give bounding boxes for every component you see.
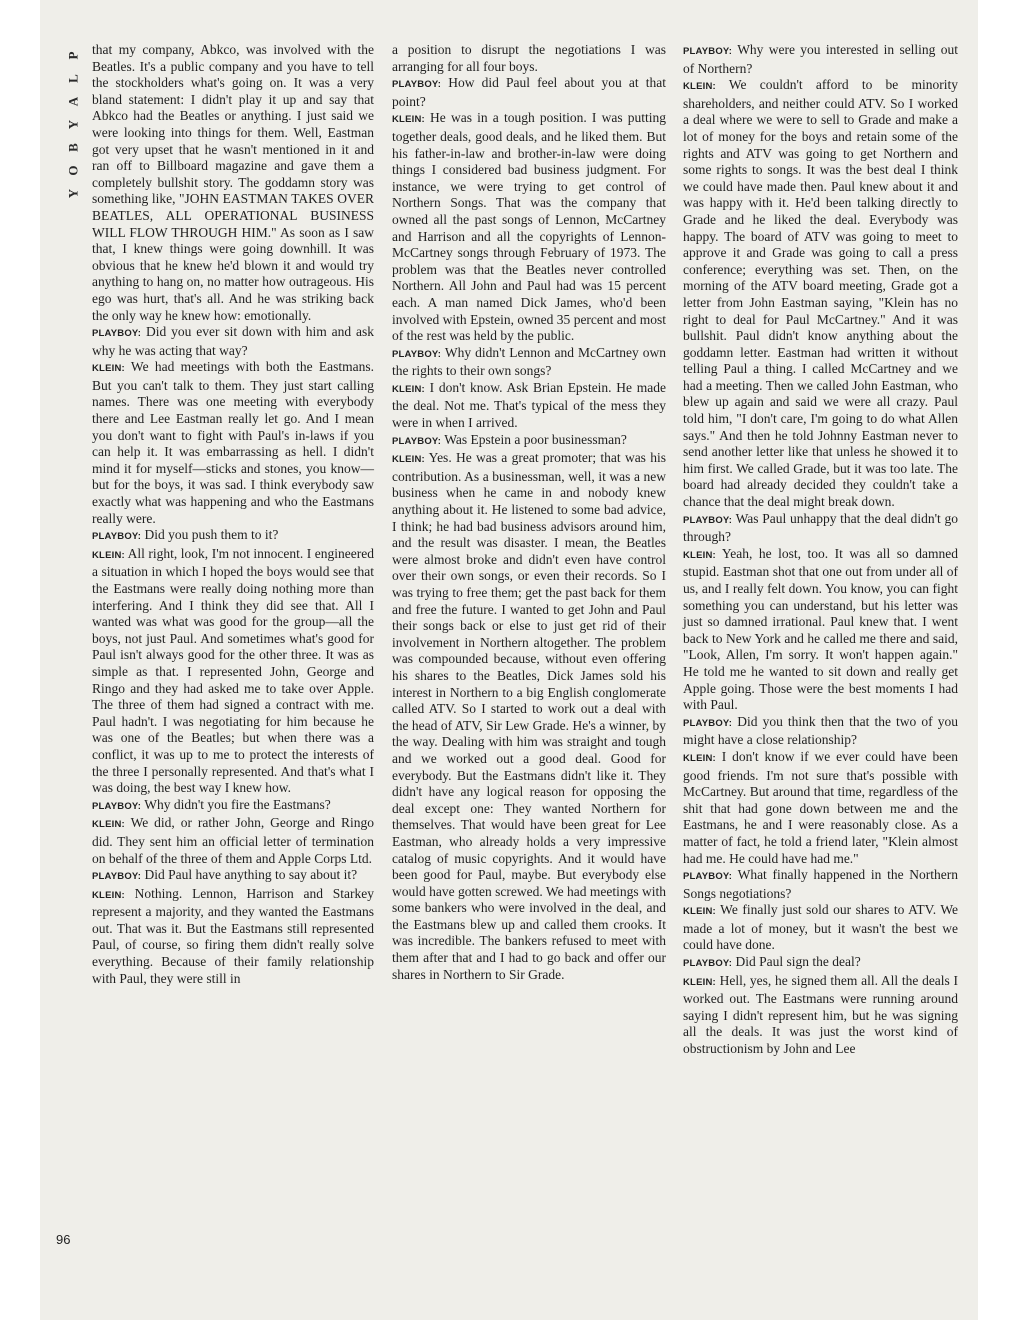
masthead-letter: Y (65, 119, 81, 130)
speaker-label: PLAYBOY: (683, 46, 733, 57)
interview-paragraph (392, 345, 666, 380)
paragraph-text: Was Paul unhappy that the deal didn't go through? (683, 510, 958, 545)
magazine-page (40, 0, 978, 1320)
speaker-label: KLEIN: (683, 549, 716, 561)
speaker-label: KLEIN: (683, 976, 716, 988)
interview-paragraph (683, 42, 958, 77)
speaker-label: PLAYBOY: (92, 328, 142, 340)
masthead-letter: L (65, 74, 81, 83)
paragraph-text: He was in a tough position. I was putting together deals, good deals, and he liked them. But his father-in-law and brother-in-law were doing things I considered bad business judgment. For instance, we were trying to get control of Northern Songs. That was the company that owned all the past songs of Lennon, McCartney and Harrison and all the copyrights of Lennon-McCartney songs through February of 1973. The problem was that the Beatles never controlled Northern. All John and Paul had was 15 percent each. A man named Dick James, who'd been involved with Epstein, owned 35 percent and most of the rest was held by the public. (392, 110, 666, 344)
text-column-1 (92, 42, 374, 987)
paragraph-text: We did, or rather John, George and Ringo did. They sent him an official letter of termination on behalf of the three of them and Apple Corps Ltd. (92, 815, 374, 866)
paragraph-text: Hell, yes, he signed them all. All the deals I worked out. The Eastmans were running around saying I didn't represent him, but he was signing all the deals. It was just the worst kind of obstructionism by John and Lee (683, 972, 959, 1057)
paragraph-text: Why were you interested in selling out of Northern? (683, 42, 958, 76)
interview-paragraph (392, 432, 666, 451)
speaker-label: KLEIN: (683, 906, 716, 918)
speaker-label: PLAYBOY: (92, 871, 142, 883)
paragraph-text: I don't know. Ask Brian Epstein. He made the deal. Not me. That's typical of the mess they were in when I arrived. (392, 379, 666, 431)
masthead-letter: Y (65, 188, 81, 199)
interview-paragraph (683, 902, 958, 954)
masthead-letter: B (65, 143, 81, 152)
interview-paragraph (683, 546, 958, 714)
speaker-label: PLAYBOY: (92, 800, 142, 812)
masthead-letter: A (65, 96, 81, 107)
paragraph-text: Why didn't Lennon and McCartney own the rights to their own songs? (392, 344, 666, 379)
speaker-label: PLAYBOY: (683, 958, 733, 970)
paragraph-text: Did you ever sit down with him and ask why he was acting that way? (92, 324, 375, 358)
speaker-label: KLEIN: (92, 549, 125, 561)
paragraph-text: We finally just sold our shares to ATV. We made a lot of money, but it wasn't the best we could have done. (683, 902, 958, 953)
masthead-letter: P (65, 51, 81, 60)
interview-paragraph (92, 527, 374, 546)
interview-paragraph (683, 954, 958, 973)
interview-paragraph (392, 42, 666, 75)
paragraph-text: We had meetings with both the Eastmans. But you can't talk to them. They just start calling names. There was one meeting with everybody there and Lee Eastman really let go. And I mean you don't want to fight with Paul's in-laws if you can help it. It was embarrassing as hell. I didn't mind it for myself—sticks and stones, you know—but for the boys, it was sad. I think everybody saw exactly what was happening and who the Eastmans really were. (92, 359, 374, 526)
interview-paragraph (92, 42, 374, 324)
paragraph-text: Did Paul sign the deal? (735, 954, 861, 970)
paragraph-text: Yeah, he lost, too. It was all so damned stupid. Eastman shot that one out from under all of us, and I really felt down. You know, you can fight something you can understand, but his letter was just so damned irrational. Paul knew that. I went back to New York and he called me there and said, "Look, Allen, I'm sorry. It won't happen again." He told me he wanted to sit down and really get Apple going. Those were the best moments I had with Paul. (683, 545, 959, 713)
text-column-2 (392, 42, 666, 983)
paragraph-text: Why didn't you fire the Eastmans? (144, 796, 331, 812)
page-number: 96 (56, 1232, 71, 1247)
speaker-label: KLEIN: (92, 889, 125, 901)
paragraph-text: Did Paul have anything to say about it? (144, 867, 358, 883)
interview-paragraph (92, 359, 374, 527)
interview-paragraph (683, 973, 958, 1058)
interview-paragraph (683, 511, 958, 546)
speaker-label: KLEIN: (392, 454, 425, 466)
speaker-label: PLAYBOY: (392, 348, 442, 360)
interview-paragraph (683, 77, 958, 510)
interview-paragraph (683, 714, 958, 749)
interview-paragraph (92, 867, 374, 886)
paragraph-text: We couldn't afford to be minority shareholders, and neither could ATV. So I worked a deal where we were to sell to Grade and make a lot of money for the boys and retain some of the rights and ATV was going to get Northern and some rights to songs. It was the best deal I think we could have made then. Paul knew about it and was happy with it. He'd been talking directly to Grade and he liked the deal. Everybody was happy. The board of ATV was going to meet to approve it and Grade was going to call a press conference; everything was set. Then, on the morning of the ATV board meeting, Grade got a letter from John Eastman saying, "Klein has no right to deal for Paul McCartney." And it was bullshit. Paul didn't know anything about the goddamn letter. Eastman had written it without telling Paul a thing. I called McCartney and we had a meeting. Then we called John Eastman, who blew up again and said we were all crazy. Paul told him, "I don't care, I'm going to do what Allen says." And then he told Johnny Eastman never to send another letter like that unless he showed it to him first. We called Grade, but it was too late. The board had already decided they couldn't take a chance that the deal might break down. (683, 77, 958, 510)
speaker-label: KLEIN: (683, 81, 716, 93)
paragraph-text: What finally happened in the Northern Songs negotiations? (683, 867, 958, 901)
paragraph-text: Nothing. Lennon, Harrison and Starkey represent a majority, and they wanted the Eastmans out. That was it. But the Eastmans still represented Paul, of course, so firing them didn't really solve everything. Because of their family relationship with Paul, they were still in (92, 885, 374, 986)
text-column-3 (683, 42, 958, 1058)
speaker-label: KLEIN: (92, 819, 125, 831)
interview-paragraph (92, 886, 374, 988)
speaker-label: KLEIN: (392, 383, 425, 395)
paragraph-text: a position to disrupt the negotiations I was arranging for all four boys. (392, 42, 666, 74)
interview-paragraph (683, 749, 958, 867)
speaker-label: KLEIN: (683, 752, 716, 764)
interview-paragraph (92, 546, 374, 797)
interview-paragraph (92, 324, 374, 359)
interview-paragraph (392, 450, 666, 983)
interview-paragraph (392, 75, 666, 110)
speaker-label: PLAYBOY: (683, 514, 733, 526)
speaker-label: KLEIN: (392, 114, 425, 126)
speaker-label: KLEIN: (92, 363, 125, 375)
speaker-label: PLAYBOY: (683, 717, 733, 729)
paragraph-text: How did Paul feel about you at that point? (392, 75, 666, 109)
paragraph-text: Yes. He was a great promoter; that was his contribution. As a businessman, well, it was a new business when he came in and nobody knew anything about it. He listened to some bad advice, I think; he had bad business advisors around him, and the result was disaster. I mean, the Beatles were almost broke and didn't even have control over their own songs, or even their records. So I was trying to free them; get the past back for them and free the future. I wanted to get John and Paul their songs back or else to just get rid of their involvement in Northern altogether. The problem was compounded because, without even offering his shares to the Beatles, Dick James sold his interest in Northern to a big English conglomerate called ATV. So I started to work out a deal with the head of ATV, Sir Lew Grade. He's a winner, by the way. Dealing with him was straight and tough and we worked out a good deal. Good for everybody. But the Eastmans didn't like it. They didn't have any logical reason for opposing the deal except one: They wanted Northern for themselves. That would have been great for Lee Eastman, who already holds a very impressive catalog of music copyrights. And it would have been good for Paul, maybe. But everybody else would have gotten screwed. We had meetings with some bankers who were involved in the deal, and the Eastmans blew up and called them crooks. It was incredible. The bankers refused to meet with them after that and I had to go back and offer our shares in Northern to Sir Grade. (392, 450, 666, 982)
speaker-label: PLAYBOY: (92, 531, 142, 543)
playboy-masthead-vertical (60, 44, 86, 205)
interview-paragraph (392, 110, 666, 344)
speaker-label: PLAYBOY: (392, 435, 442, 447)
interview-paragraph (683, 867, 958, 902)
speaker-label: PLAYBOY: (392, 79, 442, 91)
interview-paragraph (92, 797, 374, 816)
masthead-letter: O (65, 165, 81, 176)
paragraph-text: Did you push them to it? (144, 527, 279, 543)
paragraph-text: Was Epstein a poor businessman? (444, 431, 627, 447)
paragraph-text: I don't know if we ever could have been good friends. I'm not sure that's possible with McCartney. But around that time, regardless of the shit that had gone down between me and the Eastmans, he and I were reasonably close. As a matter of fact, he told a friend later, "Klein almost had me. He could have had me." (683, 748, 958, 866)
paragraph-text: All right, look, I'm not innocent. I engineered a situation in which I hoped the boys would see that the Eastmans were really doing nothing more than interfering. And I think they did see that. All I wanted was what was good for the group—all the boys, not just Paul. And sometimes what's good for Paul isn't always good for the other three. It was as simple as that. I represented John, George and Ringo and they had asked me to take over Apple. The three of them had signed a contract with me. Paul hadn't. I was negotiating for him because he was one of the Beatles; but when there was a conflict, it was up to me to protect the interests of the three I personally represented. And that's what I was doing, the best way I knew how. (92, 545, 374, 796)
interview-paragraph (392, 380, 666, 432)
paragraph-text: that my company, Abkco, was involved with the Beatles. It's a public company and you have to tell the stockholders what's going on. It was a very bland statement: I didn't play it up and say that Abkco had the Beatles or anything. I just said we were looking into things for them. Well, Eastman got very upset that he wasn't mentioned in it and ran off to Billboard magazine and gave them a completely bullshit story. The goddamn story was something like, "JOHN EASTMAN TAKES OVER BEATLES, ALL OPERATIONAL BUSINESS WILL FLOW THROUGH HIM." As soon as I saw that, I knew things were going downhill. It was obvious that he knew he'd blown it and would try anything to hang on, no matter how outrageous. His ego was hurt, that's all. And he was striking back the only way he knew how: emotionally. (92, 42, 374, 323)
interview-paragraph (92, 815, 374, 867)
speaker-label: PLAYBOY: (683, 871, 733, 883)
paragraph-text: Did you think then that the two of you might have a close relationship? (683, 713, 959, 748)
